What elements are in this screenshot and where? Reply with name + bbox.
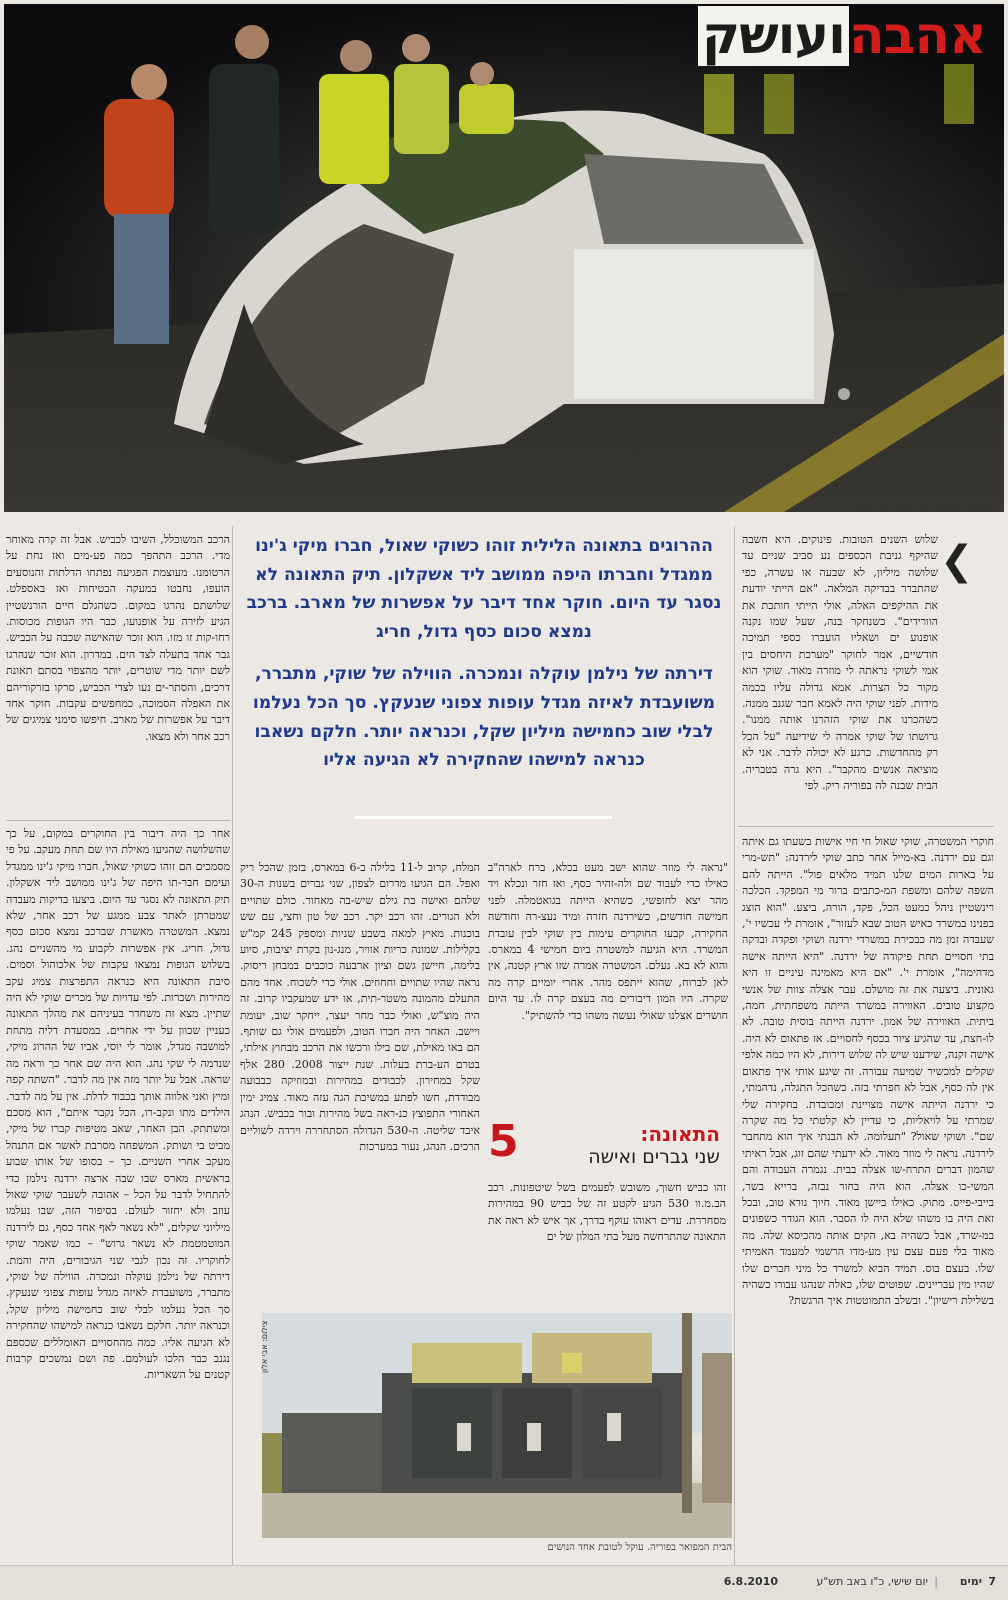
article-column-right-top (742, 532, 938, 822)
footer-date-text: יום שישי, כ"ו באב תש"ע (816, 1575, 928, 1588)
page-footer (0, 1565, 1008, 1600)
accident-box-text (488, 1180, 726, 1298)
article-column-right-bottom (742, 834, 994, 1504)
section-title (698, 6, 986, 66)
pull-quote-paragraph-2: דירתה של נילמן עוקלה ונמכרה. הווילה של שוקי, מתברר, משועבדת לאיזה מגדל עופות צפוני שנעקץ. סך הכל נעלמו לבלי שוב כחמישה מיליון שקל, וכנראה יותר. חלקם נשאבו כנראה למישהו שהחקירה לא הגיעה אליו (252, 664, 716, 771)
accident-box-paragraph: זהו כביש חשוך, משובש לפעמים בשל שיטפונות. רכב הב.מ.וו 530 הגיע לקטע זה של כביש 90 במהירות מסחררת. עדים ראוהו עוקף בדרך, אך איש לא ראה את התאונה שהתרחשה מעל בתי המלון של ים (488, 1181, 726, 1244)
pull-quote-paragraph-1: ההרוגים בתאונה הלילית זוהו כשוקי שאול, חברו מיקי ג'ינו ממגדל וחברתו היפה ממושב ליד אשקלון. תיק התאונה לא נסגר עד היום. חוקר אחד דיבר על אפשרות של מארב. ברכב נמצא סכום כסף גדול, חריג (246, 536, 722, 642)
article-paragraph: שלוש השנים הטובות. פינוקים. היא חשבה שהיקף גניבת הכספים נע סביב שניים עד שלושה מיליון, לא שבעה או עשרה, כפי שהתברר בבדיקה המלאה. "אם הייתי יודעת את ההיקפים האלה, אולי הייתי חותכת את הוורידים". כשנחקר בנה, שעל שמו נקנה אופנוע ים ושאליו הועברו כספי תמיכה חודשיים, אמר לחוקר "מערכת היחסים בין אמי לשוקי נראתה לי מוזרה מאוד. שוקי הוא מקור כל הצרות. אמא גדולה עליו בכמה מידות. לפני שוקי היה לאמא חבר שגנב ממנה. כשהכרנו את שוקי הזהרנו אותה ממנו". גרושתו של שוקי אמרה לי שידיעה "על הכל רק מהחדשות. כרגע לא יכולה לדבר. אני לא מוציאה אנשים מהקבר". היא גרה בטבריה. הבית שבנה לה בפוריה ריק. לפי (742, 533, 938, 793)
article-paragraph: הרכב המשוכלל, השיבו לכביש. אבל זה קרה מאוחר מדי. הרכב התהפך כמה פע-מים ואז נחת על הרטומנו. מעוצמת הפגיעה נפתחו הדלתות והנוסעים הועפו, נחבטו במעקה הבטיחות ואז באספלט. שלושתם נהרגו במקום. כשהגלם חיים הורנשטיין הגיע לזירה על אופנועו, כבר היו הגופות מכוסות. רחו-קות זו מזו. הוא זוכר שהאישה שכבה על הכביש. גבר אחד בתעלה לצד הים. במדרון. הוא זוכר שנהרגו לשם יותר מדי שוטרים, יותר מהצפוי בסתם תאונת דרכים, והסתר-ים נעו לצדי הכביש, סרקו בזרקוריהם את האפלה הסמוכה, כמחפשים עקבות. חוקר אחד דיבר על אפשרות של מארב. חיפשו סימני צמיגים של רכב אחר ולא מצאו. (6, 533, 230, 743)
house-photo-illustration (262, 1313, 732, 1538)
section-title-dark: ועושק (698, 6, 849, 66)
article-column-left-top (6, 532, 230, 814)
accident-box-label: התאונה: (640, 1122, 720, 1146)
article-column-center-right (488, 860, 728, 1108)
article-column-left-bottom (6, 826, 230, 1506)
article-paragraph: חוקרי המשטרה, שוקי שאול חי חיי אישות בשעתו גם איתה וגם עם ירדנה. בא-מייל אחר כתב שוקי לירדנה: "תש-מרי על בארות המים שלנו תמיד מלאים פול". הייתה להם השפה שלהם ומשפת המ-כתבים ברור מי המפקד. הכלכה רינשטיין ניהל כמעט הכל, פקד, הורה, ביצע. "הוא הוצג בפנינו במשרד כאיש הטוב שבא לעזור", אומרת לי עכשיו י', שעבדה זמן מה כבכירת במשרדי ירדנה ושוקי ופקדה ובדקה בתי חסויים תחת פיקודה של ירדנה. "היא הייתה אישה מדהימה", אומרת י'. "אם היא מאמינה עיניים זו היא גאונית. ביצעה את זה מושלם. עבר אצלה צוות של אנשי מקצוע טובים. האווירה במשרד הייתה משפחתית, חמה, ביתית. האווירה של אמון. ירדנה הייתה בוסית טובה. לא לו-חצת, עד שהגיע ציור בכסף לחסויים. אז פתאום לא היה. אישה זקנה, שידענו שיש לה שלוש דירות, לא היו כמה אלפי שקלים למכשיר שמיעה עבורה. זה שיגע אותי איך פתאום אין לה כסף, אבל לא חפרתי בזה. כשהכל התגלה, נדהמתי, כי ירדנה הייתה אישה מצויינת ומכובדת. בחקירה שלי שמרתי על לויאליות, כי עדיין לא קלטתי כל מה שקרה שם". ושוקי שאול? "תעלומה. לא הבנתי איך הוא מתחבר לירדנה. נראה לי מוזר מאוד. לא ידעתי שהם זוג, אבל ראיתי שהמון דברים התרח-שו אצלה בבית. נגמרה העבודה והם המשי-כו אצלה. הוא היה בחור נבזה, ברייא בשר, בייבי-פייס. מתוק. כאילו ביישן מאוד. חיוך נורא טוב, ובכל זאת היה בו משהו שלא היה לו הסבר. הוא הגודר כשפונים במ-שרד, אבל כשהיה בא, הקים אותה מהכיסא שלה. מה מאוד בלי פעם עצם עין מע-מדו הרשמי למעמד האמיתי שלו. בעצם בוס. תמיד הביא למשרד כל מיני חברים שלו שהיו מין עבריינים. שפוטים שלו, כאלה שנהגו עבורו כשהיה בשלילת רישיון". ובשלב התמוטטות איך הרגשת? (742, 835, 994, 1308)
article-paragraph: "נראה לי מוזר שהוא ישב מעט בכלא, ברח לארה"ב כאילו כדי לעבוד שם ולה-זהיר כסף, ואז חזר ונכלא ויד מהר יצא לחופשי, כשהיא הייתה בגואטמלה. לפני חמישה חודשים, כשירדנה חזרה ומיד נעצ-רה וחודשה החקירה, קבעו החוקרים עימות בין שוקי לבין עובדת המשרד. היא הגיעה למשטרה ביום חמישי 4 במארס. והוא לא בא. נעלם. המשטרה אמרה שזו ארץ קטנה, אין לאן לברוח, שהוא ייתפס מהר. אחרי יומיים קרה מה שקרה. היו המון דיבורים מה בעצם קרה לו. עד היום חושרים אצלנו שאולי נעשה משהו כדי להשתיק". (488, 861, 728, 1022)
house-photo-caption: הבית המפואר בפוריה. עוקל לטובת אחד הנושים (547, 1542, 732, 1553)
column-separator (734, 526, 735, 1566)
house-photo-credit: צילום: אבי אלון (260, 1320, 269, 1373)
top-photo-caption: התאונה בדרום. על כביש בודד וחשוך (850, 502, 992, 513)
house-photo (262, 1313, 732, 1538)
footer-page-number: 7 (988, 1575, 996, 1588)
column-separator (232, 526, 233, 1566)
accident-photo (4, 4, 1004, 512)
article-column-center-left (240, 860, 480, 1292)
section-title-red: אהבה (848, 6, 986, 66)
footer-divider: | (934, 1575, 938, 1588)
chevron-left-icon: ❮ (940, 538, 974, 584)
accident-photo-illustration (4, 4, 1004, 512)
section-separator (6, 820, 230, 821)
article-paragraph: אחר כך היה דיבור בין החוקרים במקום, על כך שהשלושה שהגיעו מאילת היו שם תחת מעקב. על פי מסמכים הם זוהו כשוקי שאול, חברו מיקי ג'ינו ממגדל ועימם חבר-תו היפה של ג'ינו ממושב ליד אשקלון. תיק התאונה לא נסגר עד היום. ביצעו בדיקות מעבדה שמטרתן לאתר צבע ממגע של רכב אחר, שלא נמצא. המשטרה מאשרת שברכב נמצא סכום כסף גדול, חריג. אין אפשרות לקבוע מי מהשניים נהג. בשלוש הגופות נמצאו עקבות של אלכוהול וסמים. סיבת התאונה היא כנראה התפרצות צמיג עקב מהירות ושכרות. לפי עדויות של מכרים שוקי לא היה שתיין. מצא זה משחדר בעיניהם את מהלך התאונה כעניין שכוון על ידי אחרים. במסעדת דליה מתחת למושבה מגדל, אומר לי יוסי, אביו של ההרוג מיקי, שנדמה לי שקי נהג. הוא היה שם אחר כך וראה מה שראה. אבל על יותר מזה אין מה לדבר. "השתה קפה ומיץ ואני אלווה אותך בכבוד לדלת. אין על מה לדבר. הילדים מתו ונקב-רו, הכל נקבר איתם", הוא מסכם ומשתתק. הבן האחר, שאב מטיפות קברו של מיקי, מביט בי ושותק. המשפחה מסרבת לאשר אם התנהל מעקב אחרי השניים. כך – בסופו של אותו שבוע בראשית מארס שבו שבה ארצה ירדנה נילמן כדי להתחיל לדבר על הכל – אהובה לשעבר שוקי שאול עוזב ולא יחזור לעולם. בסיפור הזה, שבו נעלמו מיליוני שקלים, "לא נשאר לאף אחד כסף, גם לירדנה המוטמטמת לא נשאר גרוש" – כמו שאמר שוקי לחוקריו. זה נכון לגבי שני הגיבורים, היה והמת. דירתה של נילמן עוקלה ונמכרה. הווילה של שוקי, מתברר, משועבדת לאיזה מגדל עופות צפוני שנעקץ. סך הכל נעלמו לבלי שוב כחמישה מיליון שקל, וכנראה יותר. חלקם נשאבו כנראה למישהו שהחקירה לא הגיעה אליו. כמה מהחסויים האומללים שכספם נגנב כבר הלכו לעולמם. פה ושם נמשכים קרבות קטנים על השאריות. (6, 827, 230, 1382)
article-paragraph: המלח, קרוב ל-11 בלילה ב-6 במארס, בזמן שהכל ריק ואפל. הם הגיעו מדרום לצפון, שני גברים בשנות ה-30 שלהם ואישה בת גילם שיש-בה מאחור. כולם שתויים ולא הגורים. זהו רכב יקר. רכב של טון וחצי, עם שש בוכנות. מאיץ למאה בשבע שניות ומספק 245 קמ"ש בקלילות. שמונה כריות אוויר, מנג-נון בקרת יציבות, סיוע בלימה, חיישן גשם וציון ארבעה כוכבים במבחן ריסוק. נראה שהיו שתויים וחחוזים. אולי כדי לשכוח. אחד מהם התעלם מהמונה משטר-תית, או ידע שמעקביו קרוב. זה היה מוצ"ש, ואולי כבר מחר יעצר, ייחקר שוב, יעומת ויישב. האחר היה חברו הטוב, ולפעמים אולי גם שותף. הם באו מאילת, שם בילו ורכשו את הרכב מבחוץ אילתי, בטרם הע-ברת בעלות. שנת ייצור 2008. 280 אלף שקל במחירון. לכבודים במהירות ובמוזיקה כבבועה מבודדת, חשו לפתע במשיכת הגה עזה מאוד. צמיג ימין האחורי התפוצץ כנ-ראה בשל מהירות ובור בכביש. הנהג איבד שליטה. ה-530 הגדולה הסתחררה וירדה לשוליים הרכים. הנהג, נעור במערכות (240, 861, 480, 1153)
footer-section: ימים (959, 1575, 982, 1588)
pull-quote (240, 532, 728, 822)
pull-quote-underline (354, 816, 612, 819)
accident-box-subtitle: שני גברים ואישה (588, 1146, 720, 1168)
accident-box (488, 1116, 728, 1300)
section-separator (738, 826, 994, 827)
footer-date-number: 6.8.2010 (723, 1575, 778, 1588)
accident-box-number: 5 (488, 1116, 519, 1167)
